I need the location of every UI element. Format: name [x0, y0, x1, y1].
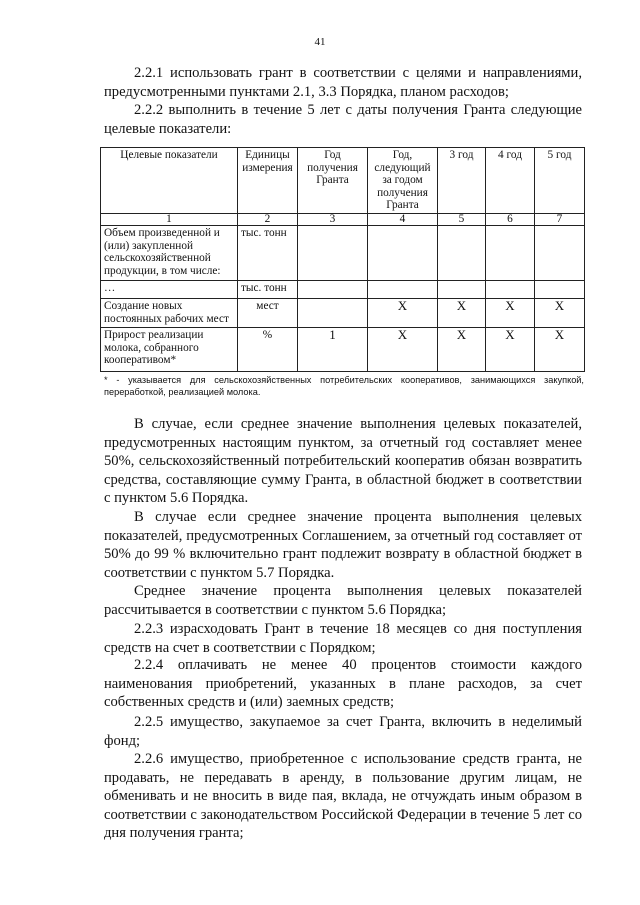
paragraph-return-50-99: В случае если среднее значение процента выполнения целевых показателей, предусмотренных Соглашением, за отчетный год составляет от 50% до 99 % включительно грант подлежит возврату в областной бюджет в соответствии с пунктом 5.7 Порядка.: [104, 509, 582, 581]
value-cell: X: [438, 299, 486, 328]
value-cell: [298, 226, 368, 281]
value-cell: X: [486, 299, 535, 328]
indicator-cell: …: [101, 281, 238, 299]
value-cell: [438, 226, 486, 281]
header-cell: Целевые показатели: [101, 148, 238, 214]
table-row: [101, 226, 585, 281]
column-number: 4: [368, 214, 438, 226]
unit-cell: тыс. тонн: [238, 281, 298, 299]
header-cell: Год получения Гранта: [298, 148, 368, 214]
value-cell: [298, 299, 368, 328]
table-header-row: [101, 148, 585, 214]
value-cell: [535, 281, 585, 299]
clause-2-2-2: 2.2.2 выполнить в течение 5 лет с даты получения Гранта следующие целевые показатели:: [104, 102, 582, 137]
value-cell: [368, 281, 438, 299]
target-indicators-table: [100, 147, 585, 372]
column-number: 6: [486, 214, 535, 226]
table-row: [101, 299, 585, 328]
clause-2-2-1: 2.2.1 использовать грант в соответствии с целями и направлениями, предусмотренными пунктами 2.1, 3.3 Порядка, планом расходов;: [104, 65, 582, 100]
value-cell: X: [535, 299, 585, 328]
value-cell: [438, 281, 486, 299]
header-cell: Единицы измерения: [238, 148, 298, 214]
column-number: 2: [238, 214, 298, 226]
value-cell: [368, 226, 438, 281]
value-cell: [298, 281, 368, 299]
clause-2-2-5: 2.2.5 имущество, закупаемое за счет Гранта, включить в неделимый фонд;: [104, 714, 582, 749]
value-cell: X: [368, 299, 438, 328]
clause-2-2-3: 2.2.3 израсходовать Грант в течение 18 месяцев со дня поступления средств на счет в соответствии с Порядком;: [104, 621, 582, 656]
column-number-row: [101, 214, 585, 226]
indicator-cell: Прирост реализации молока, собранного кооперативом*: [101, 328, 238, 372]
column-number: 5: [438, 214, 486, 226]
value-cell: 1: [298, 328, 368, 372]
indicator-cell: Создание новых постоянных рабочих мест: [101, 299, 238, 328]
table-row: [101, 281, 585, 299]
value-cell: [486, 281, 535, 299]
value-cell: [486, 226, 535, 281]
unit-cell: %: [238, 328, 298, 372]
page-number: 41: [314, 36, 326, 48]
indicator-cell: Объем произведенной и (или) закупленной сельскохозяйственной продукции, в том числе:: [101, 226, 238, 281]
unit-cell: мест: [238, 299, 298, 328]
column-number: 1: [101, 214, 238, 226]
column-number: 7: [535, 214, 585, 226]
header-cell: 5 год: [535, 148, 585, 214]
table-row: [101, 328, 585, 372]
header-cell: 4 год: [486, 148, 535, 214]
value-cell: [535, 226, 585, 281]
clause-2-2-4: 2.2.4 оплачивать не менее 40 процентов стоимости каждого наименования приобретений, указанных в плане расходов, за счет собственных средств и (или) заемных средств;: [104, 657, 582, 711]
clause-2-2-6: 2.2.6 имущество, приобретенное с использование средств гранта, не продавать, не передавать в аренду, в пользование другим лицам, не обменивать и не вносить в виде пая, вклада, не отчуждать иным образом в соответствии с законодательством Российской Федерации в течение 5 лет со дня получения гранта;: [104, 751, 582, 842]
column-number: 3: [298, 214, 368, 226]
value-cell: X: [486, 328, 535, 372]
value-cell: X: [368, 328, 438, 372]
unit-cell: тыс. тонн: [238, 226, 298, 281]
value-cell: X: [535, 328, 585, 372]
table-footnote: * - указывается для сельскохозяйственных потребительских кооперативов, занимающихся закупкой, переработкой, реализацией молока.: [104, 375, 584, 397]
paragraph-return-under-50: В случае, если среднее значение выполнения целевых показателей, предусмотренных настоящим пунктом, за отчетный год составляет менее 50%, сельскохозяйственный потребительский кооператив обязан возвратить средства, составляющие сумму Гранта, в областной бюджет в соответствии с пунктом 5.6 Порядка.: [104, 416, 582, 507]
header-cell: Год, следующий за годом получения Гранта: [368, 148, 438, 214]
header-cell: 3 год: [438, 148, 486, 214]
paragraph-average-calculation: Среднее значение процента выполнения целевых показателей рассчитывается в соответствии с пунктом 5.6 Порядка;: [104, 583, 582, 618]
value-cell: X: [438, 328, 486, 372]
